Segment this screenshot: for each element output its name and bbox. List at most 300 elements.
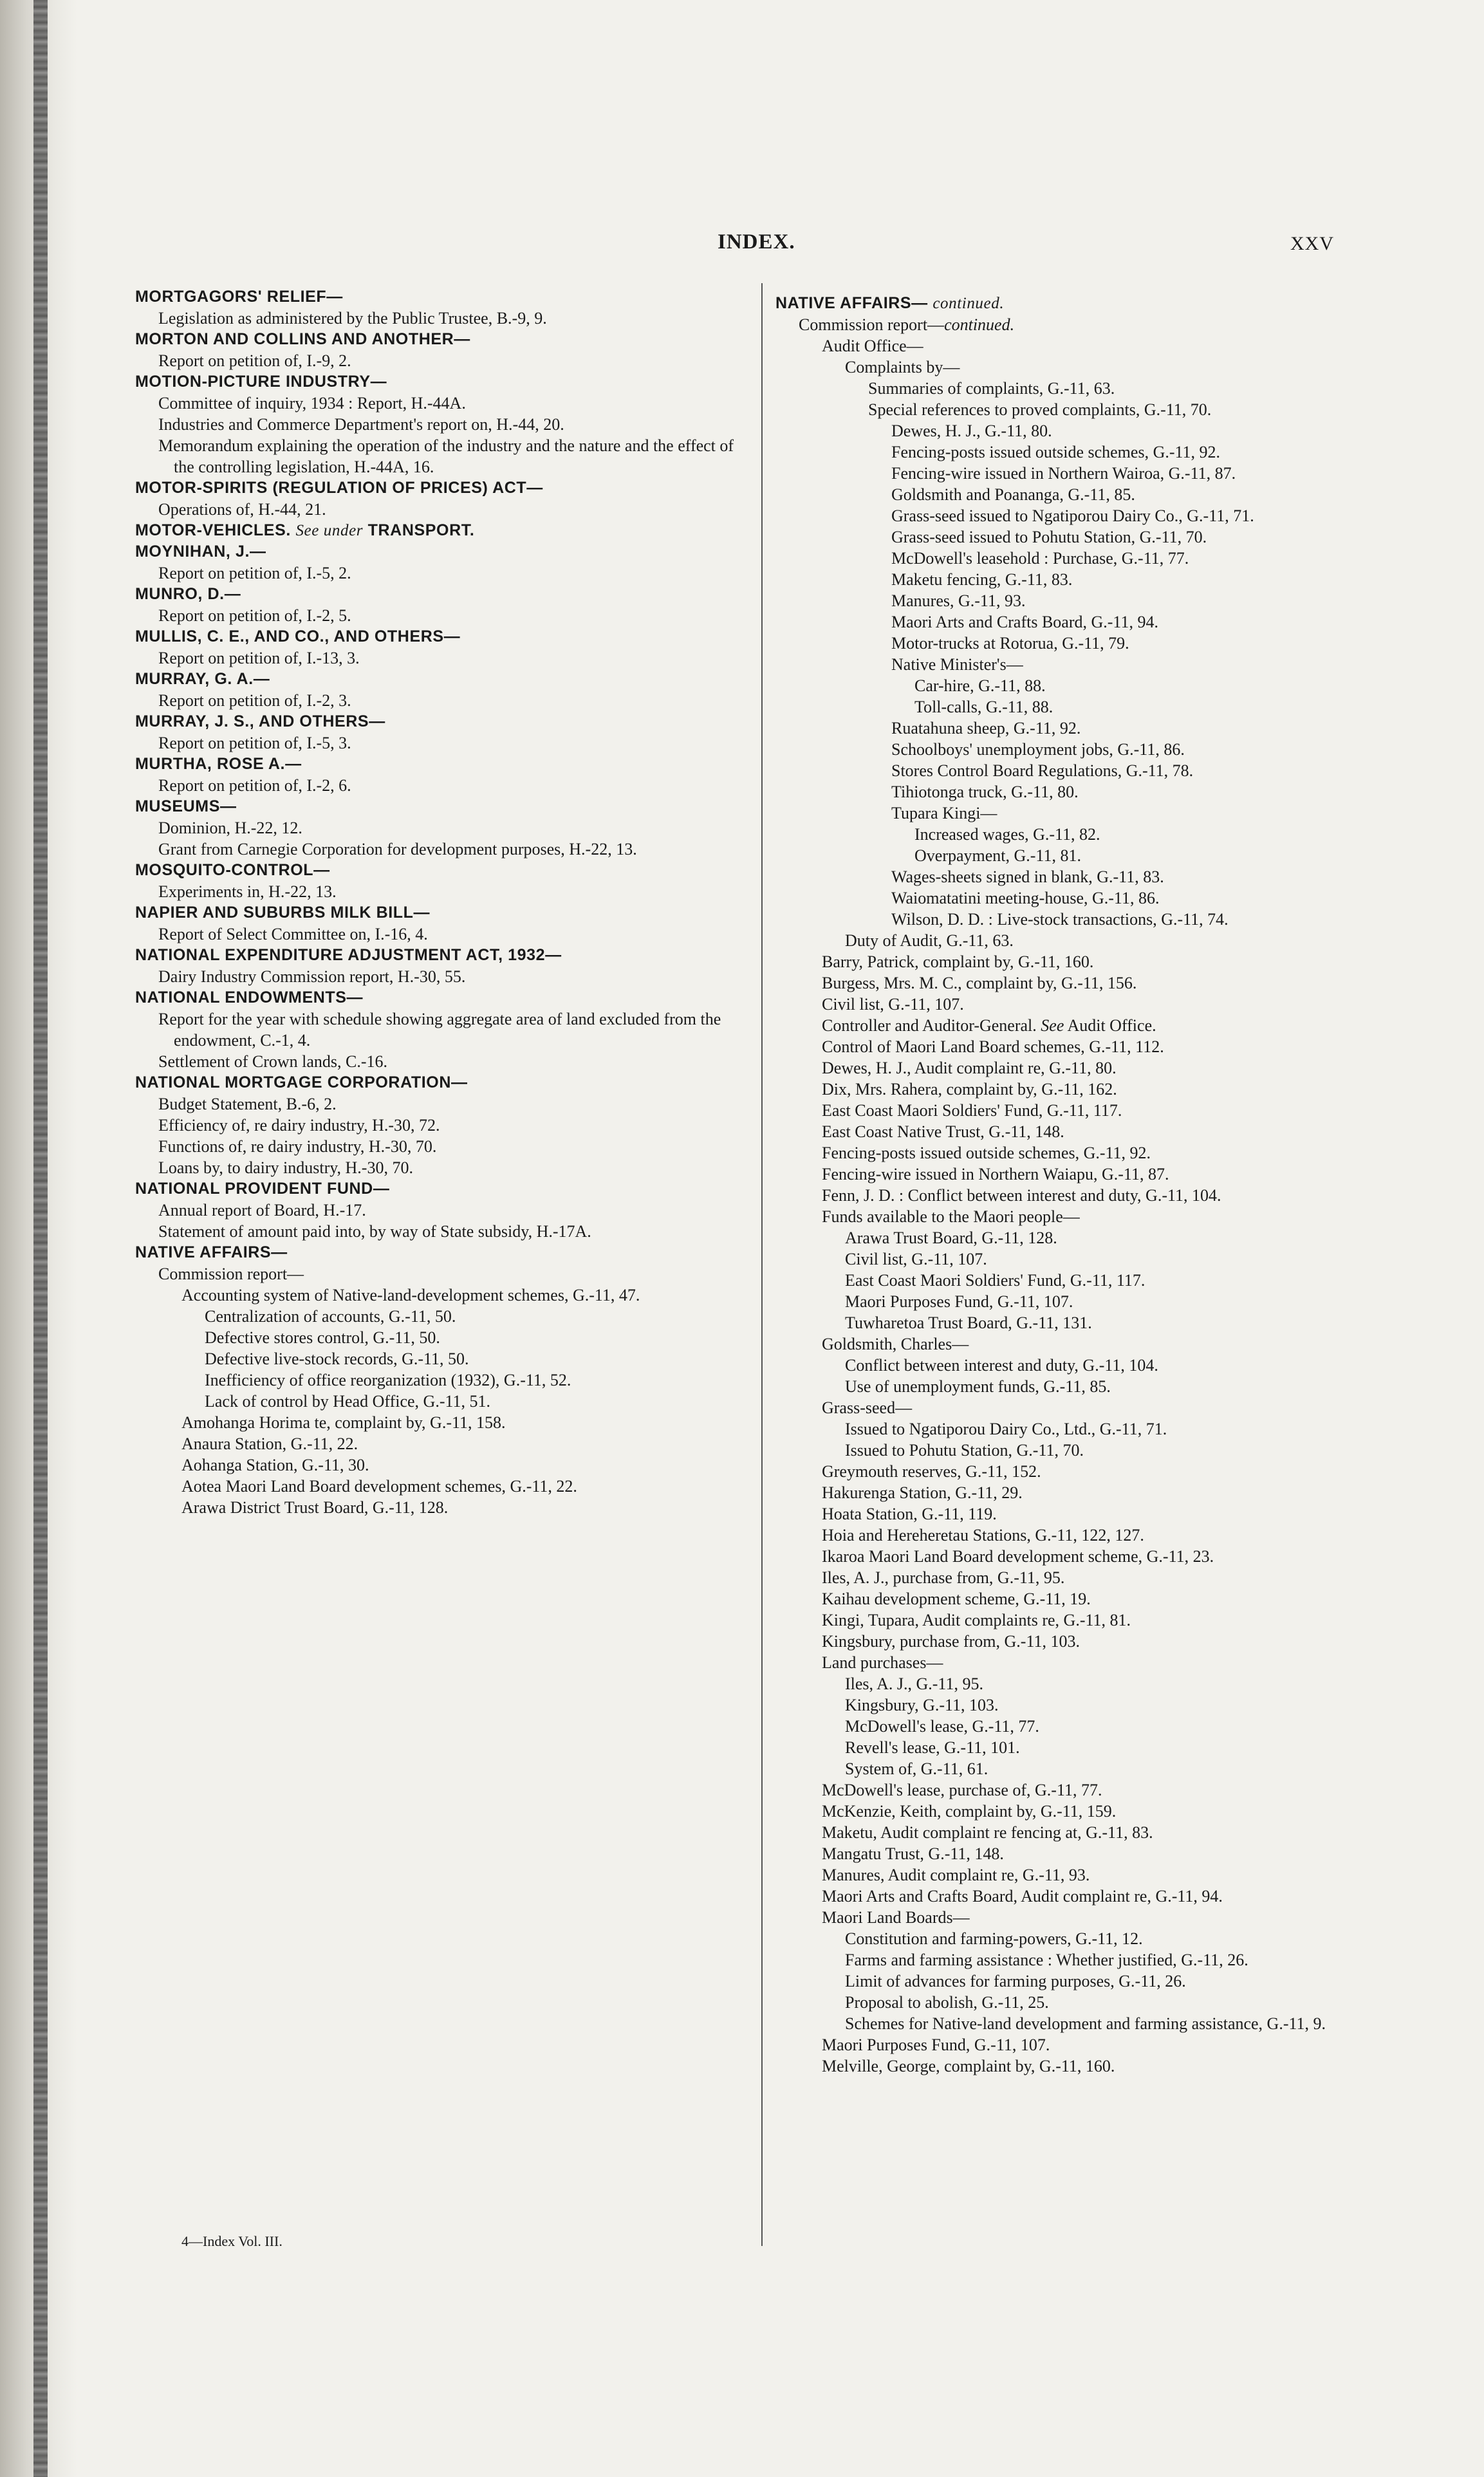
heading-text: NATIONAL EXPENDITURE ADJUSTMENT ACT, 1932— — [135, 946, 562, 964]
subentry-text: Barry, Patrick, complaint by, G.-11, 160. — [822, 952, 1094, 971]
index-subentry — [775, 1758, 1351, 1779]
subentry-text: Report for the year with schedule showing aggregate area of land excluded from the endowment, C.-1, 4. — [158, 1010, 721, 1050]
index-subentry — [775, 760, 1351, 781]
heading-text: MUNRO, D.— — [135, 585, 241, 603]
subentry-text: Dominion, H.-22, 12. — [158, 819, 302, 837]
index-heading — [135, 754, 753, 775]
subentry-text: Aotea Maori Land Board development schemes, G.-11, 22. — [181, 1477, 577, 1496]
index-subentry — [775, 633, 1351, 654]
heading-italic-note: continued. — [932, 295, 1005, 312]
index-subentry — [775, 1907, 1351, 1928]
index-subentry — [135, 817, 753, 839]
subentry-text: Use of unemployment funds, G.-11, 85. — [845, 1377, 1111, 1396]
subentry-text: Dix, Mrs. Rahera, complaint by, G.-11, 162. — [822, 1080, 1117, 1099]
index-subentry — [775, 739, 1351, 760]
index-subentry — [775, 909, 1351, 930]
subentry-text: Dairy Industry Commission report, H.-30, 55. — [158, 967, 466, 986]
subentry-text: Fencing-wire issued in Northern Wairoa, G.-11, 87. — [891, 464, 1236, 483]
subentry-text: Maori Arts and Crafts Board, Audit complaint re, G.-11, 94. — [822, 1887, 1223, 1906]
subentry-text: Legislation as administered by the Public Trustee, B.-9, 9. — [158, 309, 547, 328]
subentry-text: Commission report— — [799, 315, 945, 334]
index-subentry — [775, 1928, 1351, 1949]
subentry-text: Report on petition of, I.-2, 5. — [158, 606, 351, 625]
index-subentry — [775, 1291, 1351, 1312]
binding-stitch — [33, 0, 48, 2477]
index-subentry — [135, 923, 753, 945]
subentry-text: Report on petition of, I.-2, 3. — [158, 691, 351, 710]
subentry-cross-ref: Audit Office. — [1067, 1016, 1156, 1035]
index-subentry — [775, 1270, 1351, 1291]
subentry-text: Special references to proved complaints, G.-11, 70. — [868, 400, 1212, 419]
index-entry — [135, 945, 753, 987]
index-subentry — [775, 1079, 1351, 1100]
index-heading — [775, 293, 1351, 314]
index-subentry — [775, 1185, 1351, 1206]
subentry-text: Anaura Station, G.-11, 22. — [181, 1434, 358, 1453]
subentry-text: Fencing-posts issued outside schemes, G.-11, 92. — [822, 1144, 1151, 1162]
index-subentry — [775, 1864, 1351, 1886]
subentry-text: Land purchases— — [822, 1653, 943, 1672]
heading-text: MURTHA, ROSE A.— — [135, 755, 302, 773]
index-subentry — [775, 314, 1351, 335]
index-subentry — [775, 548, 1351, 569]
index-column-right — [775, 293, 1351, 2077]
index-subentry — [775, 1631, 1351, 1652]
index-subentry — [135, 690, 753, 711]
index-subentry — [775, 505, 1351, 526]
index-entry — [135, 541, 753, 584]
index-heading — [135, 945, 753, 966]
subentry-text: Motor-trucks at Rotorua, G.-11, 79. — [891, 634, 1129, 653]
subentry-text: Overpayment, G.-11, 81. — [914, 846, 1081, 865]
subentry-text: Hoia and Hereheretau Stations, G.-11, 122, 127. — [822, 1526, 1144, 1545]
index-subentry — [775, 1248, 1351, 1270]
subentry-text: East Coast Maori Soldiers' Fund, G.-11, 117. — [822, 1101, 1122, 1120]
index-subentry — [135, 308, 753, 329]
heading-text: MURRAY, G. A.— — [135, 670, 270, 688]
subentry-text: Iles, A. J., purchase from, G.-11, 95. — [822, 1568, 1065, 1587]
index-subentry — [775, 463, 1351, 484]
index-subentry — [775, 1036, 1351, 1057]
index-subentry — [775, 951, 1351, 972]
subentry-text: Ruatahuna sheep, G.-11, 92. — [891, 719, 1081, 738]
subentry-text: Defective live-stock records, G.-11, 50. — [205, 1350, 469, 1368]
index-subentry — [135, 605, 753, 626]
index-subentry — [135, 1051, 753, 1072]
index-subentry — [135, 562, 753, 584]
subentry-text: Wilson, D. D. : Live-stock transactions, G.-11, 74. — [891, 910, 1229, 929]
index-subentry — [135, 1348, 753, 1369]
index-subentry — [135, 350, 753, 371]
subentry-text: Iles, A. J., G.-11, 95. — [845, 1675, 983, 1693]
subentry-text: McDowell's leasehold : Purchase, G.-11, 77. — [891, 549, 1189, 568]
subentry-text: Maori Arts and Crafts Board, G.-11, 94. — [891, 613, 1158, 631]
index-subentry — [775, 2013, 1351, 2034]
subentry-text: Mangatu Trust, G.-11, 148. — [822, 1844, 1004, 1863]
index-heading — [135, 286, 753, 308]
index-subentry — [775, 1142, 1351, 1164]
subentry-text: Issued to Ngatiporou Dairy Co., Ltd., G.-11, 71. — [845, 1420, 1167, 1438]
subentry-text: Revell's lease, G.-11, 101. — [845, 1738, 1020, 1757]
heading-text: NAPIER AND SUBURBS MILK BILL— — [135, 904, 431, 922]
heading-text: MOTOR-SPIRITS (REGULATION OF PRICES) ACT— — [135, 479, 543, 497]
index-subentry — [135, 1008, 753, 1051]
index-heading — [135, 329, 753, 350]
index-entry — [135, 1072, 753, 1178]
index-subentry — [775, 611, 1351, 633]
subentry-text: Waiomatatini meeting-house, G.-11, 86. — [891, 889, 1160, 907]
subentry-text: Civil list, G.-11, 107. — [822, 995, 964, 1014]
index-subentry — [135, 1306, 753, 1327]
index-entry — [135, 669, 753, 711]
index-entry — [135, 329, 753, 371]
subentry-text: Kingsbury, purchase from, G.-11, 103. — [822, 1632, 1080, 1651]
subentry-text: Fencing-posts issued outside schemes, G.-11, 92. — [891, 443, 1221, 461]
subentry-text: Goldsmith, Charles— — [822, 1335, 969, 1353]
index-subentry — [135, 1327, 753, 1348]
index-subentry — [135, 775, 753, 796]
index-entry — [135, 754, 753, 796]
index-subentry — [135, 1433, 753, 1454]
subentry-text: Native Minister's— — [891, 655, 1023, 674]
index-subentry — [775, 1673, 1351, 1694]
subentry-text: Maori Purposes Fund, G.-11, 107. — [822, 2036, 1050, 2054]
subentry-text: Report of Select Committee on, I.-16, 4. — [158, 925, 428, 943]
page-title: INDEX. — [718, 230, 795, 254]
index-subentry — [775, 654, 1351, 675]
index-subentry — [775, 378, 1351, 399]
heading-text: NATIONAL MORTGAGE CORPORATION— — [135, 1073, 468, 1091]
column-divider — [761, 283, 763, 2246]
subentry-text: Operations of, H.-44, 21. — [158, 500, 326, 519]
index-heading — [135, 478, 753, 499]
index-subentry — [775, 1652, 1351, 1673]
index-subentry — [775, 824, 1351, 845]
heading-text: MOTION-PICTURE INDUSTRY— — [135, 373, 387, 391]
heading-text: NATIVE AFFAIRS— — [775, 294, 928, 312]
index-subentry — [775, 1779, 1351, 1801]
subentry-text: McKenzie, Keith, complaint by, G.-11, 159. — [822, 1802, 1117, 1821]
heading-text: NATIVE AFFAIRS— — [135, 1243, 288, 1261]
subentry-text: Car-hire, G.-11, 88. — [914, 676, 1046, 695]
subentry-text: Dewes, H. J., G.-11, 80. — [891, 422, 1052, 440]
index-subentry — [775, 441, 1351, 463]
index-subentry — [775, 1971, 1351, 1992]
subentry-text: Defective stores control, G.-11, 50. — [205, 1328, 440, 1347]
heading-text: MULLIS, C. E., AND CO., AND OTHERS— — [135, 627, 461, 645]
index-subentry — [775, 1015, 1351, 1036]
index-heading — [135, 1242, 753, 1263]
subentry-text: Arawa Trust Board, G.-11, 128. — [845, 1229, 1057, 1247]
index-heading — [135, 1072, 753, 1093]
index-heading — [135, 860, 753, 881]
index-subentry — [775, 718, 1351, 739]
subentry-text: East Coast Native Trust, G.-11, 148. — [822, 1122, 1064, 1141]
index-entry — [135, 860, 753, 902]
index-subentry — [775, 781, 1351, 802]
index-heading — [135, 1178, 753, 1200]
subentry-text: Commission report— — [158, 1265, 304, 1283]
index-heading — [135, 669, 753, 690]
index-subentry — [775, 866, 1351, 887]
index-subentry — [775, 1355, 1351, 1376]
index-subentry — [775, 1418, 1351, 1440]
index-subentry — [775, 887, 1351, 909]
index-subentry — [135, 393, 753, 414]
index-subentry — [775, 1737, 1351, 1758]
subentry-text: Aohanga Station, G.-11, 30. — [181, 1456, 369, 1474]
subentry-text: Functions of, re dairy industry, H.-30, 70. — [158, 1137, 437, 1156]
subentry-text: Ikaroa Maori Land Board development scheme, G.-11, 23. — [822, 1547, 1214, 1566]
subentry-text: East Coast Maori Soldiers' Fund, G.-11, 117. — [845, 1271, 1145, 1290]
index-subentry — [775, 1227, 1351, 1248]
index-subentry — [775, 930, 1351, 951]
subentry-text: Grass-seed— — [822, 1398, 913, 1417]
index-subentry — [135, 881, 753, 902]
index-entry — [135, 1242, 753, 1518]
subentry-text: Proposal to abolish, G.-11, 25. — [845, 1993, 1049, 2012]
index-subentry — [775, 696, 1351, 718]
subentry-text: Maketu fencing, G.-11, 83. — [891, 570, 1073, 589]
index-entry — [775, 293, 1351, 2077]
index-subentry — [775, 1333, 1351, 1355]
subentry-text: Report on petition of, I.-5, 3. — [158, 734, 351, 752]
subentry-text: Lack of control by Head Office, G.-11, 51. — [205, 1392, 491, 1411]
subentry-text: Tuwharetoa Trust Board, G.-11, 131. — [845, 1313, 1092, 1332]
subentry-text: Constitution and farming-powers, G.-11, 12. — [845, 1929, 1143, 1948]
subentry-text: Grass-seed issued to Ngatiporou Dairy Co., G.-11, 71. — [891, 506, 1254, 525]
index-subentry — [775, 1525, 1351, 1546]
index-subentry — [135, 1157, 753, 1178]
index-subentry — [775, 1992, 1351, 2013]
subentry-text: Maori Land Boards— — [822, 1908, 970, 1927]
index-subentry — [775, 1206, 1351, 1227]
subentry-text: Accounting system of Native-land-development schemes, G.-11, 47. — [181, 1286, 640, 1304]
index-subentry — [135, 1391, 753, 1412]
subentry-text: Wages-sheets signed in blank, G.-11, 83. — [891, 867, 1164, 886]
index-subentry — [775, 994, 1351, 1015]
subentry-text: Summaries of complaints, G.-11, 63. — [868, 379, 1115, 398]
subentry-text: Hoata Station, G.-11, 119. — [822, 1505, 997, 1523]
subentry-text: Maori Purposes Fund, G.-11, 107. — [845, 1292, 1073, 1311]
subentry-text: Manures, Audit complaint re, G.-11, 93. — [822, 1866, 1090, 1884]
subentry-text: Tihiotonga truck, G.-11, 80. — [891, 783, 1079, 801]
subentry-text: Report on petition of, I.-9, 2. — [158, 351, 351, 370]
index-subentry — [775, 357, 1351, 378]
index-subentry — [775, 1546, 1351, 1567]
subentry-text: Amohanga Horima te, complaint by, G.-11, 158. — [181, 1413, 506, 1432]
subentry-text: Grass-seed issued to Pohutu Station, G.-11, 70. — [891, 528, 1207, 546]
subentry-text: Experiments in, H.-22, 13. — [158, 882, 337, 901]
heading-text: MURRAY, J. S., AND OTHERS— — [135, 712, 385, 730]
subentry-text: Funds available to the Maori people— — [822, 1207, 1080, 1226]
subentry-text: Conflict between interest and duty, G.-11, 104. — [845, 1356, 1158, 1375]
heading-text: MOTOR-VEHICLES. — [135, 521, 291, 539]
subentry-see-note: See — [1041, 1016, 1064, 1035]
subentry-text: Audit Office— — [822, 337, 923, 355]
subentry-text: Stores Control Board Regulations, G.-11, 78. — [891, 761, 1194, 780]
index-heading — [135, 626, 753, 647]
index-subentry — [775, 1482, 1351, 1503]
index-entry — [135, 902, 753, 945]
index-subentry — [775, 526, 1351, 548]
index-subentry — [775, 590, 1351, 611]
page-number: XXV — [1290, 233, 1334, 254]
index-entry — [135, 286, 753, 329]
subentry-text: Farms and farming assistance : Whether justified, G.-11, 26. — [845, 1951, 1248, 1969]
index-heading — [135, 711, 753, 732]
index-subentry — [775, 1503, 1351, 1525]
index-subentry — [135, 1221, 753, 1242]
subentry-text: Hakurenga Station, G.-11, 29. — [822, 1483, 1023, 1502]
index-subentry — [135, 1136, 753, 1157]
index-subentry — [135, 1454, 753, 1476]
subentry-text: Limit of advances for farming purposes, G.-11, 26. — [845, 1972, 1186, 1990]
index-subentry — [135, 966, 753, 987]
index-entry — [135, 626, 753, 669]
subentry-text: Kaihau development scheme, G.-11, 19. — [822, 1590, 1091, 1608]
footer-note: 4—Index Vol. III. — [181, 2233, 283, 2249]
index-subentry — [775, 569, 1351, 590]
index-subentry — [775, 335, 1351, 357]
subentry-text: Controller and Auditor-General. — [822, 1016, 1037, 1035]
index-heading — [135, 987, 753, 1008]
subentry-text: Grant from Carnegie Corporation for development purposes, H.-22, 13. — [158, 840, 637, 858]
heading-text: MORTGAGORS' RELIEF— — [135, 288, 343, 306]
subentry-text: Melville, George, complaint by, G.-11, 160. — [822, 2057, 1115, 2075]
index-heading — [135, 584, 753, 605]
index-subentry — [775, 1716, 1351, 1737]
index-subentry — [135, 1412, 753, 1433]
index-subentry — [135, 414, 753, 435]
subentry-text: Burgess, Mrs. M. C., complaint by, G.-11, 156. — [822, 974, 1137, 992]
subentry-text: Statement of amount paid into, by way of State subsidy, H.-17A. — [158, 1222, 591, 1241]
index-subentry — [775, 1312, 1351, 1333]
subentry-text: Report on petition of, I.-13, 3. — [158, 649, 360, 667]
subentry-text: Report on petition of, I.-2, 6. — [158, 776, 351, 795]
index-subentry — [135, 1476, 753, 1497]
index-subentry — [775, 1121, 1351, 1142]
index-column-left — [135, 286, 753, 1518]
index-heading — [135, 541, 753, 562]
index-subentry — [775, 845, 1351, 866]
subentry-text: Committee of inquiry, 1934 : Report, H.-44A. — [158, 394, 466, 413]
index-subentry — [775, 1694, 1351, 1716]
index-subentry — [775, 420, 1351, 441]
index-subentry — [135, 1263, 753, 1285]
heading-text: NATIONAL PROVIDENT FUND— — [135, 1180, 390, 1198]
index-subentry — [775, 1822, 1351, 1843]
subentry-text: Arawa District Trust Board, G.-11, 128. — [181, 1498, 449, 1517]
index-subentry — [775, 1164, 1351, 1185]
index-subentry — [135, 1369, 753, 1391]
subentry-text: Duty of Audit, G.-11, 63. — [845, 931, 1014, 950]
heading-text: MORTON AND COLLINS AND ANOTHER— — [135, 330, 470, 348]
index-subentry — [775, 1057, 1351, 1079]
index-entry — [135, 796, 753, 860]
subentry-text: Annual report of Board, H.-17. — [158, 1201, 366, 1220]
index-subentry — [775, 675, 1351, 696]
subentry-text: Settlement of Crown lands, C.-16. — [158, 1052, 388, 1071]
index-subentry — [775, 1843, 1351, 1864]
index-subentry — [775, 2055, 1351, 2077]
index-subentry — [135, 1285, 753, 1306]
subentry-text: Toll-calls, G.-11, 88. — [914, 698, 1053, 716]
subentry-text: Tupara Kingi— — [891, 804, 997, 822]
index-subentry — [135, 1093, 753, 1115]
heading-text: MOYNIHAN, J.— — [135, 543, 266, 561]
subentry-text: Control of Maori Land Board schemes, G.-11, 112. — [822, 1037, 1164, 1056]
index-entry — [135, 987, 753, 1072]
index-subentry — [135, 1497, 753, 1518]
index-entry — [135, 1178, 753, 1242]
subentry-text: Schoolboys' unemployment jobs, G.-11, 86. — [891, 740, 1185, 759]
index-entry — [135, 371, 753, 478]
subentry-text: Greymouth reserves, G.-11, 152. — [822, 1462, 1041, 1481]
index-subentry — [775, 1440, 1351, 1461]
index-heading — [135, 520, 753, 541]
index-subentry — [775, 802, 1351, 824]
subentry-text: Issued to Pohutu Station, G.-11, 70. — [845, 1441, 1084, 1460]
index-heading — [135, 796, 753, 817]
index-subentry — [775, 1801, 1351, 1822]
index-subentry — [135, 499, 753, 520]
subentry-text: Kingi, Tupara, Audit complaints re, G.-11, 81. — [822, 1611, 1131, 1629]
subentry-text: Fenn, J. D. : Conflict between interest and duty, G.-11, 104. — [822, 1186, 1221, 1205]
subentry-text: Maketu, Audit complaint re fencing at, G.-11, 83. — [822, 1823, 1153, 1842]
subentry-text: Report on petition of, I.-5, 2. — [158, 564, 351, 582]
index-subentry — [775, 1376, 1351, 1397]
subentry-text: Loans by, to dairy industry, H.-30, 70. — [158, 1158, 413, 1177]
heading-italic-note: See under — [295, 522, 364, 539]
heading-text: NATIONAL ENDOWMENTS— — [135, 988, 364, 1007]
heading-cross-ref: TRANSPORT. — [367, 521, 475, 539]
subentry-text: Fencing-wire issued in Northern Waiapu, G.-11, 87. — [822, 1165, 1169, 1183]
index-subentry — [135, 732, 753, 754]
subentry-text: Budget Statement, B.-6, 2. — [158, 1095, 337, 1113]
subentry-text: McDowell's lease, G.-11, 77. — [845, 1717, 1039, 1736]
subentry-text: Civil list, G.-11, 107. — [845, 1250, 987, 1268]
index-subentry — [775, 1461, 1351, 1482]
heading-text: MOSQUITO-CONTROL— — [135, 861, 330, 879]
index-subentry — [135, 1200, 753, 1221]
index-heading — [135, 902, 753, 923]
subentry-text: Complaints by— — [845, 358, 960, 376]
subentry-text: Industries and Commerce Department's report on, H.-44, 20. — [158, 415, 564, 434]
subentry-text: System of, G.-11, 61. — [845, 1759, 988, 1778]
subentry-italic-note: continued. — [944, 315, 1015, 334]
index-heading — [135, 371, 753, 393]
subentry-text: Memorandum explaining the operation of the industry and the nature and the effect of the controlling legislation, H.-44A, 16. — [158, 436, 734, 476]
index-subentry — [135, 1115, 753, 1136]
index-entry — [135, 520, 753, 541]
subentry-text: Dewes, H. J., Audit complaint re, G.-11, 80. — [822, 1059, 1117, 1077]
subentry-text: Inefficiency of office reorganization (1932), G.-11, 52. — [205, 1371, 571, 1389]
index-subentry — [775, 399, 1351, 420]
index-subentry — [135, 435, 753, 478]
subentry-text: Efficiency of, re dairy industry, H.-30, 72. — [158, 1116, 440, 1135]
index-subentry — [135, 647, 753, 669]
index-subentry — [775, 484, 1351, 505]
subentry-text: Centralization of accounts, G.-11, 50. — [205, 1307, 456, 1326]
index-subentry — [775, 1886, 1351, 1907]
subentry-text: Manures, G.-11, 93. — [891, 591, 1026, 610]
index-subentry — [775, 972, 1351, 994]
index-subentry — [135, 839, 753, 860]
heading-text: MUSEUMS— — [135, 797, 237, 815]
subentry-text: Schemes for Native-land development and farming assistance, G.-11, 9. — [845, 2014, 1326, 2033]
subentry-text: McDowell's lease, purchase of, G.-11, 77. — [822, 1781, 1102, 1799]
